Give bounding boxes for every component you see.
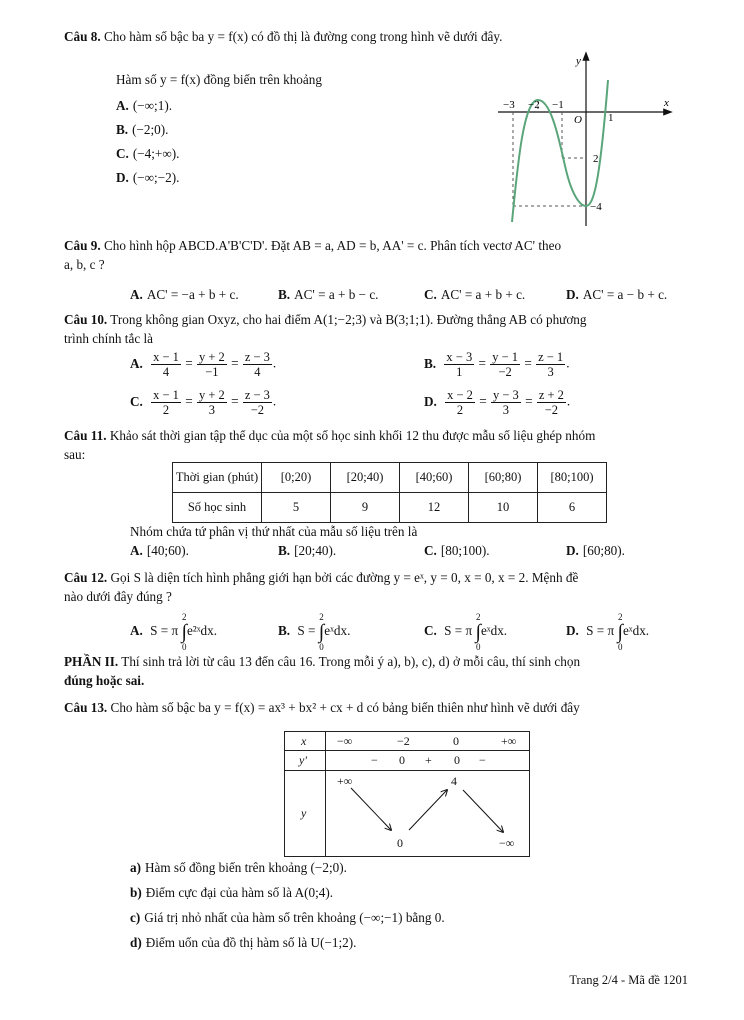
- fraction: $\frac{y + 2}{-1}$: [198, 350, 225, 379]
- option-prefix: S = π: [586, 623, 615, 639]
- integral-sign: 2 ∫ 0: [318, 612, 325, 652]
- option-value: AC' = a + b + c.: [440, 287, 526, 302]
- option-value: (−∞;−2).: [132, 170, 180, 185]
- option-key: C.: [424, 287, 437, 302]
- q8-option-d[interactable]: [116, 170, 179, 186]
- integrand: eˣdx.: [622, 623, 650, 639]
- q13-text: Cho hàm số bậc ba y = f(x) = ax³ + bx² + cx + d có bảng biến thiên như hình vẽ dưới đây: [110, 700, 580, 715]
- q12-option-b[interactable]: [278, 612, 350, 652]
- q9-option-b[interactable]: [278, 287, 378, 303]
- table-cell: 10: [469, 493, 538, 523]
- bbt-y-top-mid: 4: [451, 774, 457, 788]
- option-key: C.: [424, 543, 437, 558]
- q13-item-b[interactable]: [130, 885, 333, 901]
- bbt-x-val: −∞: [337, 734, 353, 748]
- q9-text2: a, b, c ?: [64, 257, 105, 272]
- fraction: $\frac{x - 1}{4}$: [153, 350, 179, 379]
- x-label: x: [664, 97, 669, 109]
- bbt-y-label: y: [301, 806, 307, 820]
- q8-option-a[interactable]: [116, 98, 172, 114]
- question-12: [64, 568, 688, 606]
- q8-sub: Hàm số y = f(x) đồng biến trên khoảng: [116, 72, 322, 87]
- option-key: B.: [116, 122, 129, 137]
- table-cell: [80;100): [538, 463, 607, 493]
- tick-x-1: 1: [608, 112, 614, 124]
- item-key: c): [130, 910, 141, 925]
- q11-option-c[interactable]: [424, 543, 490, 559]
- table-cell: Số học sinh: [173, 493, 262, 523]
- option-key: B.: [278, 623, 291, 639]
- q12-option-c[interactable]: [424, 612, 507, 652]
- option-value: (−∞;1).: [132, 98, 173, 113]
- q10-text: Trong không gian Oxyz, cho hai điểm A(1;−2;3) và B(3;1;1). Đường thẳng AB có phương: [110, 312, 587, 327]
- q12-label: Câu 12.: [64, 570, 108, 585]
- integral-sign: 2 ∫ 0: [617, 612, 623, 652]
- question-11: [64, 426, 688, 464]
- q11-text: Khảo sát thời gian tập thể dục của một số học sinh khối 12 thu được mẫu số liệu ghép nhóm: [109, 428, 596, 443]
- bbt-sign: +: [425, 753, 432, 767]
- fraction: $\frac{y - 3}{3}$: [492, 388, 519, 417]
- fraction: $\frac{z - 3}{4}$: [244, 350, 270, 379]
- bbt-x-label: x: [301, 734, 307, 748]
- q8-text: Cho hàm số bậc ba y = f(x) có đồ thị là đường cong trong hình vẽ dưới đây.: [103, 29, 503, 44]
- option-prefix: S = π: [444, 623, 473, 639]
- q11-option-b[interactable]: [278, 543, 336, 559]
- option-key: D.: [566, 543, 579, 558]
- integral-sign: 2 ∫ 0: [181, 612, 187, 652]
- bbt-y-bot: 0: [397, 836, 403, 850]
- tick-x-minus3: −3: [503, 99, 515, 111]
- tick-y-2: 2: [593, 153, 599, 165]
- table-row: [173, 463, 607, 493]
- item-key: a): [130, 860, 141, 875]
- option-value: AC' = a + b − c.: [294, 287, 379, 302]
- option-value: (−4;+∞).: [132, 146, 180, 161]
- fraction: $\frac{z + 2}{-2}$: [538, 388, 564, 417]
- part2-title: PHẦN II.: [64, 654, 119, 669]
- q11-frequency-table: [172, 462, 607, 523]
- fraction: $\frac{x - 1}{2}$: [153, 388, 179, 417]
- tick-y-minus4: −4: [590, 201, 602, 213]
- integrand: eˣdx.: [324, 623, 351, 639]
- q9-text: Cho hình hộp ABCD.A'B'C'D'. Đặt AB = a, AD = b, AA' = c. Phân tích vectơ AC' theo: [103, 238, 562, 253]
- bbt-sign: 0: [454, 753, 460, 767]
- q8-cubic-graph: [490, 50, 680, 230]
- table-cell: 5: [262, 493, 331, 523]
- q13-item-a[interactable]: [130, 860, 347, 876]
- q8-label: Câu 8.: [64, 29, 101, 44]
- bbt-arrows: [285, 732, 529, 856]
- origin-label: O: [574, 114, 582, 126]
- table-cell: [20;40): [331, 463, 400, 493]
- q13-item-d[interactable]: [130, 935, 356, 951]
- q10-option-a[interactable]: A. $\frac{x - 1}{4}$ = $\frac{y + 2}{-1}$ = $\frac{z - 3}{4}$ .: [130, 350, 277, 379]
- part-2-heading: [64, 652, 688, 690]
- option-key: A.: [130, 543, 143, 558]
- option-value: (−2;0).: [132, 122, 169, 137]
- table-cell: 6: [538, 493, 607, 523]
- item-value: Điểm uốn của đồ thị hàm số là U(−1;2).: [145, 935, 357, 950]
- q13-item-c[interactable]: [130, 910, 445, 926]
- option-prefix: S =: [297, 623, 316, 639]
- bbt-dy-label: y': [299, 753, 307, 767]
- q10-option-c[interactable]: C. $\frac{x - 1}{2}$ = $\frac{y + 2}{3}$ = $\frac{z - 3}{-2}$ .: [130, 388, 277, 417]
- bbt-y-top-left: +∞: [337, 774, 353, 788]
- q10-option-b[interactable]: B. $\frac{x - 3}{1}$ = $\frac{y - 1}{-2}$ = $\frac{z - 1}{3}$ .: [424, 350, 570, 379]
- fraction: $\frac{z - 3}{-2}$: [244, 388, 270, 417]
- table-cell: [0;20): [262, 463, 331, 493]
- item-value: Giá trị nhỏ nhất của hàm số trên khoảng (−∞;−1) bằng 0.: [144, 910, 445, 925]
- integrand: e²ˣdx.: [186, 623, 218, 639]
- q9-option-d[interactable]: [566, 287, 667, 303]
- q8-option-c[interactable]: [116, 146, 179, 162]
- option-value: AC' = a − b + c.: [582, 287, 668, 302]
- option-key: B.: [424, 355, 437, 371]
- q12-text: Gọi S là diện tích hình phẳng giới hạn bởi các đường y = eˣ, y = 0, x = 0, x = 2. Mệnh đề: [110, 570, 579, 585]
- option-key: D.: [424, 393, 437, 409]
- bbt-x-val: 0: [453, 734, 459, 748]
- option-key: D.: [566, 623, 579, 639]
- option-key: C.: [116, 146, 129, 161]
- item-key: b): [130, 885, 142, 900]
- option-key: C.: [424, 623, 437, 639]
- q13-variation-table: [284, 731, 530, 857]
- option-value: AC' = −a + b + c.: [146, 287, 239, 302]
- question-13: [64, 698, 688, 717]
- part2-text2: đúng hoặc sai.: [64, 673, 145, 688]
- q9-label: Câu 9.: [64, 238, 101, 253]
- table-cell: 12: [400, 493, 469, 523]
- option-key: C.: [130, 393, 143, 409]
- q12-option-d[interactable]: [566, 612, 649, 652]
- option-key: B.: [278, 543, 291, 558]
- option-value: [80;100).: [440, 543, 490, 558]
- question-10: [64, 310, 688, 348]
- q8-option-b[interactable]: [116, 122, 168, 138]
- q11-sub: Nhóm chứa tứ phân vị thứ nhất của mẫu số liệu trên là: [130, 524, 418, 539]
- q10-text2: trình chính tắc là: [64, 331, 153, 346]
- option-key: A.: [130, 287, 143, 302]
- option-key: D.: [116, 170, 129, 185]
- bbt-sign: −: [371, 753, 378, 767]
- q11-label: Câu 11.: [64, 428, 107, 443]
- fraction: $\frac{y - 1}{-2}$: [492, 350, 519, 379]
- q9-option-c[interactable]: [424, 287, 525, 303]
- q9-option-a[interactable]: [130, 287, 239, 303]
- option-prefix: S = π: [150, 623, 179, 639]
- bbt-x-val: −2: [397, 734, 410, 748]
- option-key: A.: [116, 98, 129, 113]
- fraction: $\frac{x - 3}{1}$: [446, 350, 473, 379]
- item-key: d): [130, 935, 142, 950]
- fraction: $\frac{z - 1}{3}$: [538, 350, 564, 379]
- option-value: [60;80).: [582, 543, 625, 558]
- q12-option-a[interactable]: [130, 612, 217, 652]
- option-key: D.: [566, 287, 579, 302]
- option-key: A.: [130, 355, 143, 371]
- table-row: [173, 493, 607, 523]
- q10-option-d[interactable]: D. $\frac{x - 2}{2}$ = $\frac{y - 3}{3}$ = $\frac{z + 2}{-2}$ .: [424, 388, 571, 417]
- integrand: eˣdx.: [480, 623, 508, 639]
- q13-label: Câu 13.: [64, 700, 108, 715]
- question-9: [64, 236, 688, 274]
- page-footer: Trang 2/4 - Mã đề 1201: [569, 973, 688, 987]
- option-key: B.: [278, 287, 291, 302]
- table-cell: [60;80): [469, 463, 538, 493]
- q11-option-d[interactable]: [566, 543, 625, 559]
- q11-text2: sau:: [64, 447, 86, 462]
- integral-sign: 2 ∫ 0: [475, 612, 481, 652]
- tick-x-minus2: −2: [528, 99, 540, 111]
- fraction: $\frac{x - 2}{2}$: [447, 388, 473, 417]
- q12-text2: nào dưới đây đúng ?: [64, 589, 172, 604]
- option-key: A.: [130, 623, 143, 639]
- q10-label: Câu 10.: [64, 312, 108, 327]
- item-value: Điểm cực đại của hàm số là A(0;4).: [145, 885, 334, 900]
- bbt-x-val: +∞: [501, 734, 517, 748]
- option-value: [40;60).: [146, 543, 189, 558]
- tick-x-minus1: −1: [552, 99, 564, 111]
- part2-text: Thí sinh trả lời từ câu 13 đến câu 16. Trong mỗi ý a), b), c), d) ở mỗi câu, thí sinh chọn: [121, 654, 581, 669]
- item-value: Hàm số đồng biến trên khoảng (−2;0).: [145, 860, 347, 875]
- table-cell: 9: [331, 493, 400, 523]
- table-cell: [40;60): [400, 463, 469, 493]
- bbt-y-bot-right: −∞: [499, 836, 515, 850]
- bbt-sign: −: [479, 753, 486, 767]
- option-value: [20;40).: [294, 543, 337, 558]
- q11-option-a[interactable]: [130, 543, 189, 559]
- fraction: $\frac{y + 2}{3}$: [198, 388, 225, 417]
- table-cell: Thời gian (phút): [173, 463, 262, 493]
- y-label: y: [576, 55, 581, 67]
- bbt-sign: 0: [399, 753, 405, 767]
- question-8: [64, 27, 688, 46]
